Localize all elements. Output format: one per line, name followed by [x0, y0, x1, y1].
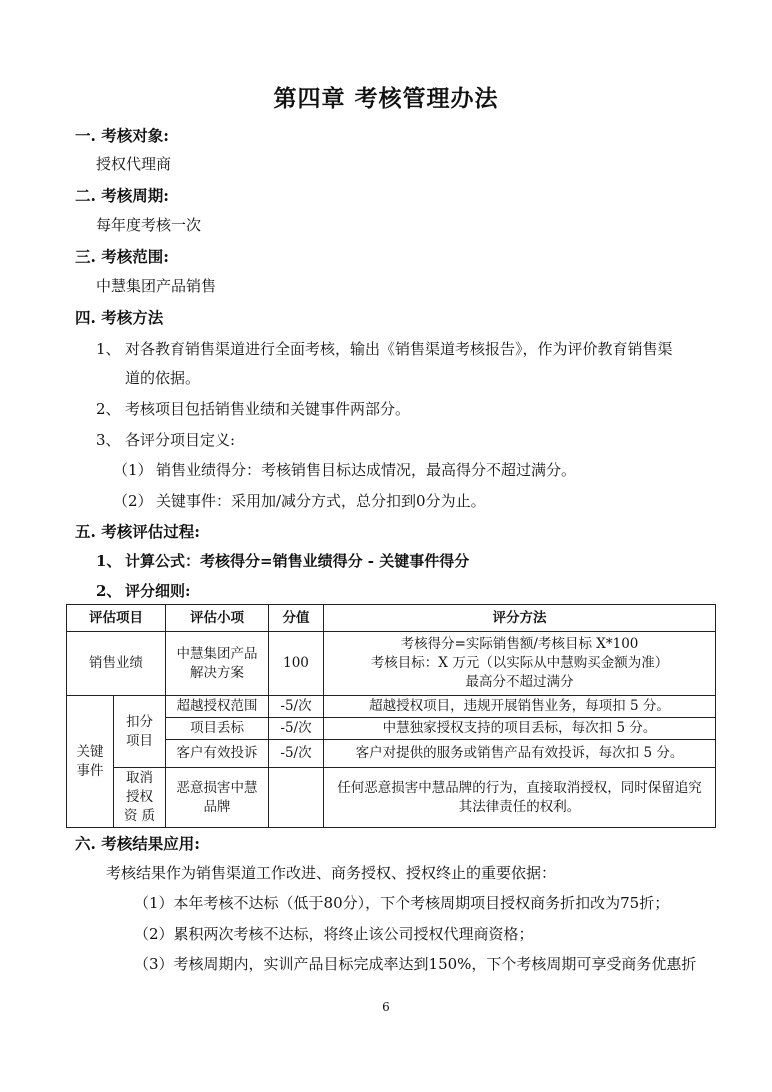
table-header-row — [67, 605, 716, 632]
table-row-sales — [67, 632, 716, 696]
header-method: 评分方法 — [324, 605, 716, 632]
header-category: 评估项目 — [67, 605, 166, 632]
section-6-intro: 考核结果作为销售渠道工作改进、商务授权、授权终止的重要依据： — [106, 864, 557, 882]
deduct-method: 中慧独家授权支持的项目丢标，每次扣 5 分。 — [324, 718, 716, 740]
section-4-sub-2-number: （2） — [113, 492, 153, 510]
deduct-method: 客户对提供的服务或销售产品有效投诉，每次扣 5 分。 — [324, 740, 716, 768]
sales-score: 100 — [269, 632, 324, 696]
section-4-item-2-number: 2、 — [96, 400, 121, 418]
deduct-score: -5/次 — [269, 696, 324, 718]
cancel-method: 任何恶意损害中慧品牌的行为，直接取消授权，同时保留追究 其法律责任的权利。 — [324, 768, 716, 828]
section-6-item-2: （2）累积两次考核不达标，将终止该公司授权代理商资格； — [134, 925, 534, 943]
section-4-sub-1-number: （1） — [113, 461, 153, 479]
section-1-heading: 一. 考核对象: — [75, 126, 170, 145]
deduct-method: 超越授权项目，违规开展销售业务，每项扣 5 分。 — [324, 696, 716, 718]
deduct-item: 超越授权范围 — [166, 696, 269, 718]
section-3-heading: 三. 考核范围: — [75, 247, 170, 266]
section-6-heading: 六. 考核结果应用: — [75, 834, 201, 853]
deduct-item: 项目丢标 — [166, 718, 269, 740]
section-4-item-1-number: 1、 — [96, 340, 121, 358]
cancel-subcategory: 取消 授权 资 质 — [114, 768, 166, 828]
deduct-item: 客户有效投诉 — [166, 740, 269, 768]
section-5-item-1: 计算公式：考核得分=销售业绩得分 - 关键事件得分 — [125, 552, 470, 570]
section-4-heading: 四. 考核方法 — [75, 308, 164, 327]
section-4-item-1-line-2: 道的依据。 — [125, 369, 201, 387]
scoring-table — [66, 604, 716, 828]
section-4-item-3-number: 3、 — [96, 431, 121, 449]
section-1-text: 授权代理商 — [96, 155, 172, 173]
sales-item: 中慧集团产品 解决方案 — [166, 632, 269, 696]
section-5-heading: 五. 考核评估过程: — [75, 522, 201, 541]
header-item: 评估小项 — [166, 605, 269, 632]
section-5-item-1-number: 1、 — [96, 552, 122, 570]
cancel-item: 恶意损害中慧 品牌 — [166, 768, 269, 828]
section-5-item-2-number: 2、 — [96, 582, 122, 600]
section-4-sub-2: 关键事件：采用加/减分方式，总分扣到0分为止。 — [156, 492, 486, 510]
section-4-sub-1: 销售业绩得分：考核销售目标达成情况，最高得分不超过满分。 — [156, 461, 577, 479]
page-title: 第四章 考核管理办法 — [273, 85, 499, 112]
section-2-heading: 二. 考核周期: — [75, 186, 170, 205]
section-5-item-2: 评分细则: — [125, 582, 191, 600]
sales-method: 考核得分=实际销售额/考核目标 X*100 考核目标：X 万元（以实际从中慧购买金额为准） 最高分不超过满分 — [324, 632, 716, 696]
sales-category: 销售业绩 — [67, 632, 166, 696]
section-4-item-3: 各评分项目定义: — [125, 431, 236, 449]
deduct-score: -5/次 — [269, 718, 324, 740]
section-4-item-1-line-1: 对各教育销售渠道进行全面考核，输出《销售渠道考核报告》，作为评价教育销售渠 — [125, 340, 673, 358]
section-6-item-3: （3）考核周期内，实训产品目标完成率达到150%，下个考核周期可享受商务优惠折 — [134, 955, 697, 973]
section-6-item-1: （1）本年考核不达标（低于80分），下个考核周期项目授权商务折扣改为75折； — [134, 894, 670, 912]
section-3-text: 中慧集团产品销售 — [96, 277, 217, 295]
deduct-score: -5/次 — [269, 740, 324, 768]
deduct-subcategory: 扣分 项目 — [114, 696, 166, 768]
section-4-item-2: 考核项目包括销售业绩和关键事件两部分。 — [125, 400, 411, 418]
section-2-text: 每年度考核一次 — [96, 216, 202, 234]
page-number: 6 — [382, 1000, 390, 1014]
key-event-category: 关键 事件 — [67, 696, 114, 828]
header-score: 分值 — [269, 605, 324, 632]
cancel-score — [269, 768, 324, 828]
table-row-cancel — [67, 768, 716, 828]
table-row — [67, 696, 716, 718]
